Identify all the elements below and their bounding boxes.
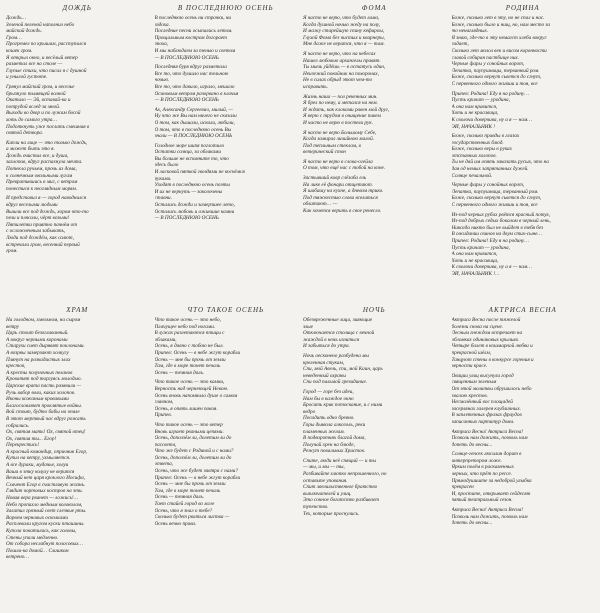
poem-line: ЭЙ, НАЧАЛЬНИК !: [451, 123, 495, 130]
poem-line: Я часто не верю в слова-огейла: [303, 158, 373, 165]
poem-line: допеть до весны...: [451, 520, 493, 527]
poem-column: [6, 306, 149, 611]
poem-line: Ручь вабор воли, каких холопов.: [6, 389, 76, 396]
poem-line: Иконы кожаным кровавыми: [6, 396, 69, 403]
poem-line: Танцуют стены в конкурсе горения и: [451, 356, 534, 363]
poem-line: — мы, и мы — ты,: [303, 464, 345, 471]
poem-line: майский дождь.: [6, 28, 42, 35]
poem-line: ночью.: [154, 77, 170, 84]
poem-line: Позволь нам дожить, позволь нам: [451, 435, 528, 442]
poem-text: [155, 15, 298, 222]
poem-line: Царь стоит безоглаванный.: [6, 330, 69, 337]
poem-line: болезни снова на сцене.: [451, 323, 504, 330]
poem-line: Схачент Егор в счастливую жизнь.: [6, 481, 86, 488]
poem-line: брызнуло тымящей волной: [6, 90, 66, 97]
poem-line: Глухой Фома без чистых и кварнеры,: [303, 34, 385, 41]
poem-line: Что же будет с Родиной и с нами?: [154, 448, 234, 455]
poem-line: Несмолённый вос площадей: [451, 399, 513, 406]
poem-line: Спи под пальмой грезидиние.: [303, 379, 368, 386]
poem-line: Голодное море шипя поглотило: [154, 142, 225, 149]
poem-line: знали — В ПОСЛЕДНЮЮ ОСЕНЬ: [154, 133, 233, 140]
poem-line: Пошли-ка домой… Слишком: [6, 547, 69, 554]
poem-line: Купил на ветру, ухмыляется.: [6, 455, 71, 462]
poem-line: вздоха.: [154, 21, 170, 28]
poem-line: Вечный нет царя кроклого Иосифа,: [6, 475, 85, 482]
poem-line: Новая вера рванет — ложись!…: [6, 495, 79, 502]
poem-line: Разбивайте хлюпко непрошенного, но: [303, 471, 387, 478]
poem-line: Осень — мне бы прочь от земли: [154, 481, 226, 488]
poem-line: Застывший ковр слёзаба ель: [303, 175, 367, 182]
poem-line: гадает,: [451, 41, 469, 48]
poem-line: Осень, доползём ли, долетим ли до: [154, 454, 232, 461]
poem-line: На голодном, хмельном, на сыром: [6, 317, 81, 323]
poem-text: [452, 15, 595, 278]
poem-line: Прогремел по крышам, расступился: [6, 41, 87, 48]
poem-column: [303, 4, 446, 304]
poem-line: хвалою крестов.: [451, 392, 488, 399]
poem-line: Я брел по нему, а метался на нем.: [303, 100, 378, 107]
poem-line: Глупые стихи, что писал я с душной: [6, 67, 87, 74]
poem-line: Мне даже не верится, что я — там.: [303, 41, 385, 48]
poem-line: Солнце-генсек люсилин дорит в: [451, 451, 522, 458]
poem-line: А она нам нравится,: [451, 103, 498, 110]
poem-line: В лужах разлетаются птицы с: [154, 330, 225, 337]
poem-line: обломках одинаковых крыльях.: [451, 336, 520, 343]
poem-line: Плачущее небо под ногами.: [154, 323, 216, 330]
poem-line: Остались дожди и замерзшее лето,: [154, 202, 235, 209]
poem-line: В последнюю осень ни строчки, ни: [154, 15, 232, 21]
poem-line: прекрасен: [451, 484, 474, 491]
poem-line: Боже, сколько лет в эту, но не спал и нас.: [451, 15, 545, 21]
poem-line: Вышли все под дождь, хором что-то: [6, 208, 89, 215]
poem-line: Последняя буря вдруг разметала: [154, 64, 227, 71]
poem-line: неведенный охраны: [303, 372, 346, 379]
poem-line: Осиновым ветром разорвано в клочья: [154, 90, 239, 97]
poem-line: В подворотнях благой дома,: [303, 435, 366, 442]
poem-line: Четыре балет в кошмарной любви и: [451, 343, 533, 350]
poem-line: крестов,: [6, 363, 26, 370]
poem-line: Лепатка, паупушница, терванный ром.: [451, 188, 539, 195]
poem-line: Благословляют проклятые войны.: [6, 402, 83, 409]
poem-line: А она нам нравится,: [451, 251, 498, 258]
poem-text: [6, 317, 149, 561]
poem-line: Ну что же Вы нам ничего не сказали: [154, 113, 237, 120]
poem-line: И мажу старейшую спину кефироы,: [303, 28, 385, 35]
poem-line: А красный командир, опричник Егор,: [6, 448, 88, 455]
poem-line: Нам бы в каждое окно: [303, 395, 354, 402]
poem-line: дая од немых запрятанных дужей.: [451, 166, 529, 173]
poem-line: Припев: Родина! Еду я на родину…: [451, 238, 529, 244]
poem-line: Выходи во двор и по лужам босой: [6, 110, 81, 117]
poem-line: О том, как дышали, искали, любили,: [154, 119, 235, 126]
poem-title: В ПОСЛЕДНЮЮ ОСЕНЬ: [177, 4, 274, 12]
poem-line: Прощальным костром догорает: [154, 34, 227, 41]
poem-line: злые: [303, 323, 313, 330]
poem-line: И, простите, открывает сейдесят: [451, 490, 531, 497]
poem-line: Актриса Весна! Актриса Весна!: [451, 507, 524, 514]
poem-line: Актриса Весна! Актриса Весна!: [451, 428, 524, 435]
poem-line: Лепатка, паупушницы, терванный ром.: [451, 67, 540, 74]
poem-line: Припев.: [154, 412, 172, 419]
poem-line: рассвета,: [154, 441, 177, 448]
poem-line: Под тяжкестью слова вселиться: [303, 194, 378, 201]
poem-line: пламенных желам.: [303, 428, 345, 435]
poem-column: [303, 306, 446, 611]
poem-line: Получай хрен на блюде,: [303, 441, 355, 448]
poem-line: Старухи сиет дырявят поклонами.: [6, 343, 85, 350]
poem-line: главном,: [154, 399, 174, 406]
poem-line: — В ПОСЛЕДНЮЮ ОСЕНЬ: [154, 215, 219, 222]
poem-line: Боже, сколько веры в руках: [451, 146, 512, 153]
poem-line: Осень, я опять лишен покоя.: [154, 405, 218, 412]
poem-line: Кроватят под торгуясь молодью.: [6, 376, 82, 383]
poem-line: Режут повальных Христов.: [303, 448, 366, 455]
poem-line: Пусть кричат — уродина,: [451, 244, 510, 251]
poem-line: Я шабашу на кухне, а дневом трико.: [303, 188, 384, 195]
poem-line: Бросить крик потоскание, и с ними: [303, 402, 383, 409]
poem-line: государственных блюд.: [451, 139, 504, 146]
poem-column: [155, 306, 298, 611]
poem-line: Тает стайей город во мгле: [154, 501, 215, 508]
poem-line: В этот мертвый час вдруг рожать: [6, 415, 86, 422]
poem-line: Город — горе без идеи,: [303, 388, 354, 395]
poem-line: жаждой в ночь излиться: [303, 336, 360, 343]
poem-line: И часто не верю в постели рук.: [303, 119, 373, 126]
poem-line: Купола покатились, как головы,: [6, 528, 77, 534]
poem-line: А возрвы замерзают холкугу: [6, 349, 69, 356]
poem-line: А кресты полуночных пеланов: [6, 369, 73, 376]
poem-line: Горы дьявола алкоголь, реки: [303, 421, 366, 428]
poem-line: пятый театральный сезон.: [451, 497, 513, 504]
poem-line: исправить.: [303, 83, 328, 90]
poem-line: От этой молитвы обрушилось небо: [451, 385, 532, 392]
poem-line: Что такое осень — это небо,: [154, 317, 221, 323]
poem-line: Я знаю, где-то в эту немагст хлеба вокруг: [451, 34, 547, 41]
poem-line: Потекла ручьем, прочь из дома,: [6, 166, 77, 173]
poem-line: к солнечным окольными лугам: [6, 172, 73, 179]
poem-line: Залатил грязный свет слезные рты.: [6, 508, 87, 515]
poem-line: С первенного одного живши и тоя, все: [451, 202, 538, 209]
poem-line: и унылой густоте.: [6, 74, 48, 81]
poem-line: О том, что в последнюю осень Вы: [154, 126, 232, 133]
poem-line: ведро: [303, 408, 316, 415]
poem-line: Все то, что давило, играло, мешало: [154, 83, 235, 90]
poem-line: святой детвора.: [6, 130, 44, 137]
poem-line: В ожидании свинов на двум стих-сыне…: [451, 231, 543, 238]
poem-line: Плянут на разкадистых злах: [6, 356, 71, 363]
poem-title: ФОМА: [361, 4, 387, 12]
poem-text: [452, 317, 595, 527]
poem-line: Стены упали медленно.: [6, 534, 59, 541]
poem-line: Прямодушиште за недоброй улыбка: [451, 477, 532, 484]
poem-line: Обезвреженные лица, зияющие: [303, 317, 373, 323]
poem-line: — В ПОСЛЕДНЮЮ ОСЕНЬ: [154, 54, 219, 61]
poem-line: отставных холопов.: [451, 152, 497, 159]
poem-line: кошек гром.: [6, 47, 33, 54]
poem-line: О том, что ещё нас с тобой на коне.: [303, 165, 386, 172]
poem-line: Ах, Александр Сергеевич, милый, —: [154, 106, 233, 113]
poem-line: Хоть и не красавица,: [451, 110, 499, 117]
poem-line: Ярким полём в раскаменных: [451, 464, 514, 471]
poem-line: верности красе.: [451, 363, 488, 370]
poem-line: гром.: [6, 248, 18, 255]
poem-line: Гром…: [6, 34, 22, 41]
poem-text: [6, 15, 149, 255]
poem-line: И их не вернуть — заколочены: [154, 188, 223, 195]
poem-title: АКТРИСА ВЕСНА: [488, 306, 557, 314]
poem-line: И представил я — город наводнился: [6, 195, 87, 202]
poem-line: ответа,: [154, 461, 174, 468]
poem-line: — В ПОСЛЕДНЮЮ ОСЕНЬ: [154, 97, 219, 104]
poem-line: Уходят в последнюю осень поэты: [154, 182, 230, 189]
poem-line: Посадить одно бревно.: [303, 415, 355, 422]
poem-line: Припев: Родина! Еду я на родину…: [451, 90, 529, 97]
poem-line: Я часто не верю, что на небесах: [303, 50, 376, 57]
poem-line: захлопав, вдруг распахнула мечта.: [6, 159, 83, 166]
poem-line: Черные фары у сонойных ворот,: [451, 61, 525, 68]
poem-line: встречали гром, весенний первый: [6, 241, 80, 248]
poem-line: хоть до самого утра…: [6, 116, 58, 123]
poem-title: ЧТО ТАКОЕ ОСЕНЬ: [187, 306, 265, 314]
poem-line: И ласковой пяткой гвоздями не коснёмся: [154, 169, 245, 176]
poem-line: засерлянах галерея клубличных.: [451, 405, 521, 412]
poem-line: Я открыл окно, и весёлый ветер: [6, 54, 78, 61]
poem-line: Овации улиц высунули город: [451, 372, 514, 379]
poem-line: Боже, сколько вернут сьвется до сгнут,: [451, 74, 542, 81]
poem-line: Никогда никто был не выйдет в тебя без: [451, 224, 544, 231]
poem-line: руками.: [154, 175, 172, 182]
poem-line: Жизнь наша — пол рекенных мин.: [303, 93, 378, 100]
poem-line: священным зеленым: [451, 379, 497, 386]
poem-line: Остатки солнца, за облаками: [154, 149, 221, 156]
poem-line: облаками,: [154, 336, 177, 343]
poem-line: Солнце печальной.: [451, 172, 493, 179]
poem-line: Позволь нам дожить, позволь нам: [451, 513, 528, 520]
poem-line: облитают… —: [303, 201, 338, 208]
poem-line: Расплевали кругом куски пташины.: [6, 521, 85, 528]
poem-line: А вокруг черными коронами: [6, 336, 68, 343]
poem-line: Осень вновь напомнила душе о самом: [154, 392, 238, 399]
poem-line: Ночь оесконено разбудена мы: [303, 352, 369, 359]
poem-line: ветерический стон: [303, 149, 346, 156]
poem-line: Из-под добрых седых бокалом в черный лень,: [451, 218, 551, 225]
poem-line: Хоть и не красавица,: [451, 257, 499, 264]
poem-line: записанных партитур дома.: [451, 418, 515, 425]
poem-line: Осень — темная даль.: [154, 494, 205, 501]
poem-line: прекрасной шёлм,: [451, 349, 492, 356]
poem-line: К сволочи доверчива, ну а я — нам…: [451, 264, 532, 271]
poem-line: Остались любовь и ожившие камни: [154, 208, 235, 215]
poem-title: РОДИНА: [505, 4, 540, 12]
poem-column: [452, 4, 595, 304]
poem-line: Окатило — Эй, вставай-ка и: [6, 97, 71, 104]
poem-line: Перекрестись!: [6, 442, 40, 449]
poem-line: допеть до весны...: [451, 441, 493, 448]
poem-line: Ох, святая мать! Ох, святой отец!: [6, 429, 86, 436]
poem-line: ЭЙ, НАЧАЛЬНИК !…: [451, 270, 500, 277]
poem-line: Небо пропахло медным колоколом,: [6, 501, 83, 508]
poem-title: ХРАМ: [66, 306, 89, 314]
poem-text: [303, 15, 446, 215]
poem-line: И ждать, как клоками равен мой друг,: [303, 106, 390, 113]
poem-line: Не в силах обрыд этот чем-то: [303, 77, 373, 84]
poem-line: Ваша в этку колулу не верится: [6, 468, 75, 475]
poem-line: Сколько лет молол век и висом коронности: [451, 47, 547, 54]
poem-line: понестися к неоглядным морям.: [6, 185, 78, 192]
poem-line: Когда замирал личийною малой.: [303, 136, 375, 143]
poem-line: Отключается столица с вечной: [303, 330, 375, 337]
poem-line: собрались.: [6, 422, 30, 429]
poem-line: Ты мычь уйдёшь — в остатусь один,: [303, 64, 386, 71]
poem-line: а может быть это я.: [6, 146, 55, 153]
poem-line: Осень, доползём ли, долетим ли до: [154, 435, 232, 442]
poem-line: интерпретором ложе.: [451, 457, 502, 464]
poem-column: [6, 4, 149, 304]
poem-text: [303, 317, 446, 517]
poem-line: Что такое осень — это камни,: [154, 379, 225, 386]
poem-line: Спи, мой Авель, спи, мой Каин, царь: [303, 366, 383, 373]
poem-line: От собора неслабнут полосовых…: [6, 541, 84, 548]
poem-line: Грянул майский гром, и веселье: [6, 83, 75, 90]
top-poems-row: [0, 4, 600, 304]
poem-line: Все то, что душило нас тельною: [154, 70, 229, 77]
poem-line: Ворвем черновых осколками: [6, 514, 68, 521]
poem-line: В заплетенных фразах фраудов: [451, 412, 522, 419]
poem-line: выключателей и улиц.: [303, 490, 352, 497]
poem-line: Припев: Осень — в небе жгут корабли: [154, 474, 241, 481]
poem-line: Из-под черных рубах рвётся красный потух,: [451, 211, 551, 218]
poem-line: С первенного одного живши и тоя, все: [451, 80, 538, 87]
poem-line: Осень, что я знал о тебе?: [154, 507, 213, 514]
poem-line: Ты не дай им опять заказать русых, что на: [451, 159, 549, 166]
bottom-poems-row: [0, 306, 600, 611]
poem-line: Сколько будет рваться листва —: [154, 514, 230, 521]
poem-line: ветрено…: [6, 554, 29, 561]
poem-line: разметал все на столе —: [6, 61, 63, 68]
poem-line: здесь было: [154, 162, 179, 169]
poem-line: Осень вечно права.: [154, 520, 197, 527]
poem-line: На лике её фонари отщетают.: [303, 181, 373, 188]
poem-line: Превратившись в миг, с ветром: [6, 179, 78, 186]
poem-line: эпоха,: [154, 41, 168, 48]
poem-line: Осень, я давно с тобою не был.: [154, 343, 224, 350]
poem-line: Последние песни осыпались летом.: [154, 28, 233, 35]
poem-line: Боже, сколько вернут сьвется до сгнут,: [451, 195, 542, 202]
poem-line: Там, где в море тонет печаль: [154, 487, 221, 494]
poem-line: Я верю с трудом в очищение пикем: [303, 113, 381, 120]
poem-line: Актриса Весна после тяжелой: [451, 317, 521, 323]
poem-line: славой собирая пастбище них.: [451, 54, 520, 61]
poem-line: Неизежий покойник на похоронах,: [303, 70, 379, 77]
poem-line: Дождь очистил все, и душа,: [6, 152, 69, 159]
poem-line: черных, что прёт по рессе.: [451, 471, 512, 478]
poem-line: Зеленой пеленой наполнил небо: [6, 21, 75, 28]
poem-line: Подоткнуть уже послать смешная в: [6, 123, 90, 130]
poem-line: Вы больше не вспомните то, что: [154, 155, 229, 162]
poem-line: Люди под дождём, как салют,: [6, 235, 74, 241]
poem-line: пели и плясали, чёрт возьми!: [6, 215, 70, 222]
poem-line: Припев: Осень — в небе жгут корабли: [154, 349, 241, 356]
poem-line: Спит лвелильственное братство: [303, 484, 378, 491]
poem-line: Там, где в море тонет печаль: [154, 363, 221, 370]
poem-line: Я часто не верю, что будет лама,: [303, 15, 380, 21]
poem-line: Тех, которые проснулись.: [303, 510, 360, 517]
poem-line: ставни.: [154, 195, 172, 202]
poem-title: НОЧЬ: [362, 306, 386, 314]
poem-line: Пусть кричат — уродина,: [451, 97, 510, 104]
poem-line: Боже, сколько было и нищ, но, нам место за: [451, 21, 550, 28]
poem-line: К сволочи доверчива, ну а я — нам…: [451, 116, 532, 123]
poem-line: Осень — мне бы прочь от земли: [154, 356, 226, 363]
poem-line: Как хочется верить в свое ренесло.: [303, 208, 382, 215]
poem-line: Царские врата пасть разявили —: [6, 382, 82, 389]
poem-line: Осень — темная даль.: [154, 369, 205, 376]
poem-line: Под тепльным стеклом, в: [303, 142, 361, 149]
poem-line: вдруг веселыми людьми: [6, 202, 58, 209]
poem-line: Я часто не верю Большому Себе,: [303, 129, 377, 136]
poem-line: Это сонное богатство разбивает: [303, 497, 379, 504]
poem-line: Дождь…: [6, 15, 27, 21]
poem-line: И забыться до утра.: [303, 343, 350, 350]
poem-line: Верность над чернеющей Невою.: [154, 385, 229, 392]
poem-title: ДОЖДЬ: [62, 4, 92, 12]
poem-line: Ох, святая ты... Егор!: [6, 435, 57, 442]
poem-text: [155, 317, 298, 527]
poem-line: Вой стоит, будто бабы на земле: [6, 409, 80, 416]
poem-line: Боже, сколько правды в глазах: [451, 133, 520, 140]
poem-line: ветру: [6, 323, 20, 330]
poem-line: А все дураки, мудачье, холуи: [6, 462, 69, 469]
poem-column: [155, 4, 298, 304]
poem-line: с осложненным забывать,: [6, 228, 66, 235]
poem-line: креленная стукам,: [303, 359, 345, 366]
poem-line: Черные фары у сонойных ворот,: [451, 182, 525, 189]
poem-line: Спите, люди неё спящий — и ты: [303, 457, 376, 464]
poem-line: Капли на лице — это только дождь,: [6, 139, 88, 146]
poem-line: то ненаглядных.: [451, 28, 489, 35]
poem-line: Пятилетки приятно пачнём от: [6, 221, 78, 228]
poem-line: Лесным гнеждом встречает на: [451, 330, 523, 337]
poem-line: Что такое осень — это ветер: [154, 421, 223, 428]
poem-line: Нашел любовью архангелы правят.: [303, 57, 381, 64]
poem-line: оставьте упования.: [303, 477, 348, 484]
poem-line: Когда душной ночью жеду на полу,: [303, 21, 381, 28]
poem-line: потрудой вслед за мной.: [6, 103, 61, 110]
poem-column: [452, 306, 595, 611]
poem-line: тупенство.: [303, 504, 329, 511]
poem-line: Глядит чортовых костров на эти.: [6, 488, 83, 495]
poem-line: Вновь играет рваными цепями.: [154, 428, 224, 435]
poem-line: Осень, что же будет завтра с нами?: [154, 468, 238, 475]
poem-line: И мы наблюдаем за тенью и светом: [154, 47, 236, 54]
